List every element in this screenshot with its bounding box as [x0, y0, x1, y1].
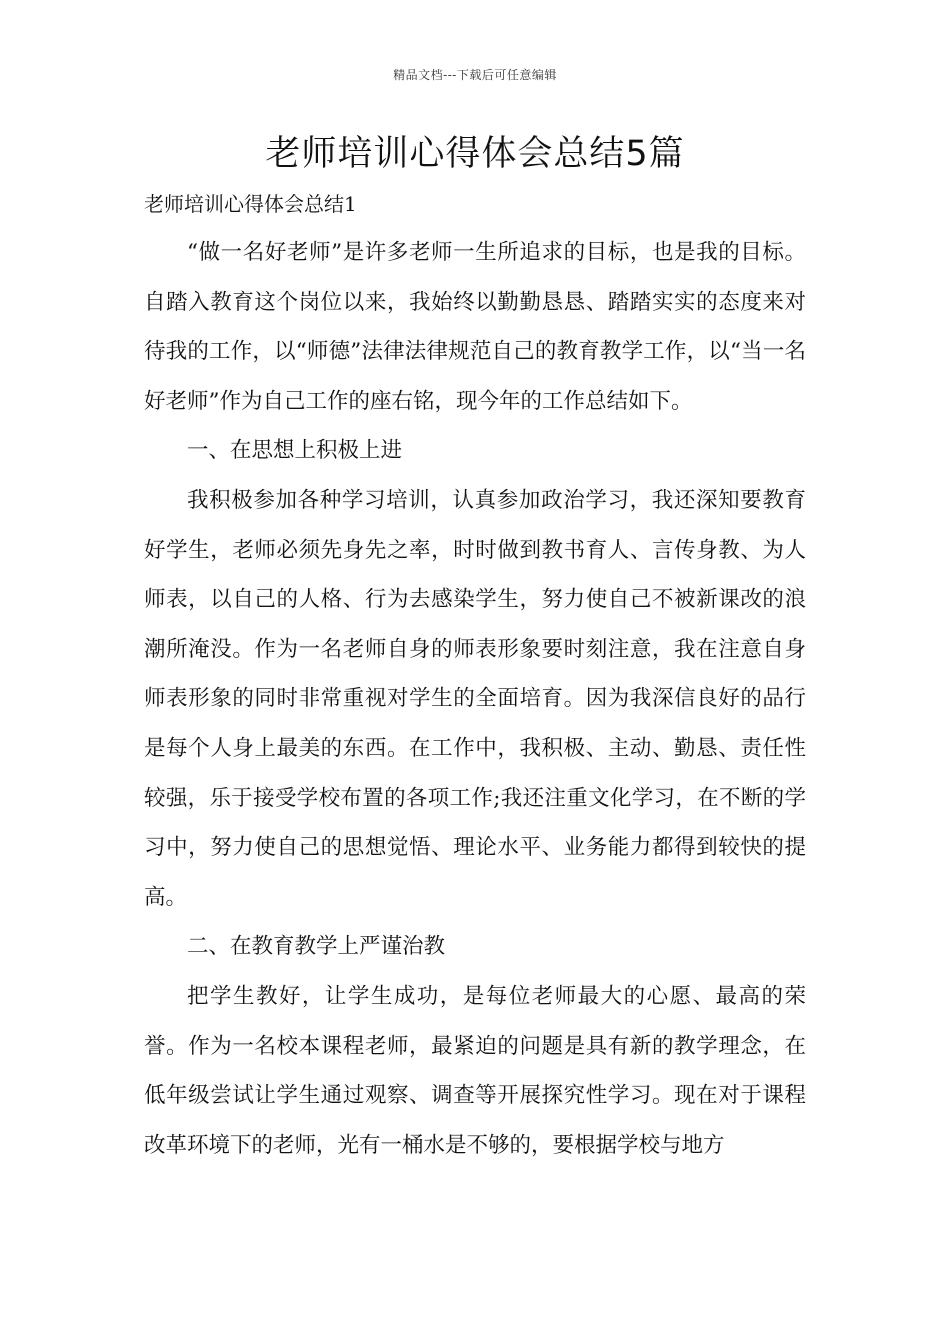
- paragraph-intro: “做一名好老师”是许多老师一生所追求的目标，也是我的目标。自踏入教育这个岗位以来，我始终以勤勤恳恳、踏踏实实的态度来对待我的工作，以“师德”法律法律规范自己的教育教学工作，以“当一名好老师”作为自己工作的座右铭，现今年的工作总结如下。: [144, 240, 806, 414]
- section-heading-1: 一、在思想上积极上进: [187, 438, 403, 464]
- document-body: [144, 228, 806, 1170]
- paragraph-teaching: 把学生教好，让学生成功，是每位老师最大的心愿、最高的荣誉。作为一名校本课程老师，最紧迫的问题是具有新的教学理念，在低年级尝试让学生通过观察、调查等开展探究性学习。现在对于课程改革环境下的老师，光有一桶水是不够的，要根据学校与地方: [144, 983, 806, 1158]
- header-note: 精品文档---下载后可任意编辑: [393, 68, 557, 82]
- section-subtitle: 老师培训心得体会总结1: [144, 192, 357, 216]
- section-heading-2: 二、在教育教学上严谨治教: [187, 934, 446, 960]
- document-title: 老师培训心得体会总结5篇: [265, 134, 685, 174]
- paragraph-thought: 我积极参加各种学习培训，认真参加政治学习，我还深知要教育好学生，老师必须先身先之率，时时做到教书育人、言传身教、为人师表，以自己的人格、行为去感染学生，努力使自己不被新课改的浪潮所淹没。作为一名老师自身的师表形象要时刻注意，我在注意自身师表形象的同时非常重视对学生的全面培育。因为我深信良好的品行是每个人身上最美的东西。在工作中，我积极、主动、勤恳、责任性较强，乐于接受学校布置的各项工作;我还注重文化学习，在不断的学习中，努力使自己的思想觉悟、理论水平、业务能力都得到较快的提高。: [144, 487, 806, 910]
